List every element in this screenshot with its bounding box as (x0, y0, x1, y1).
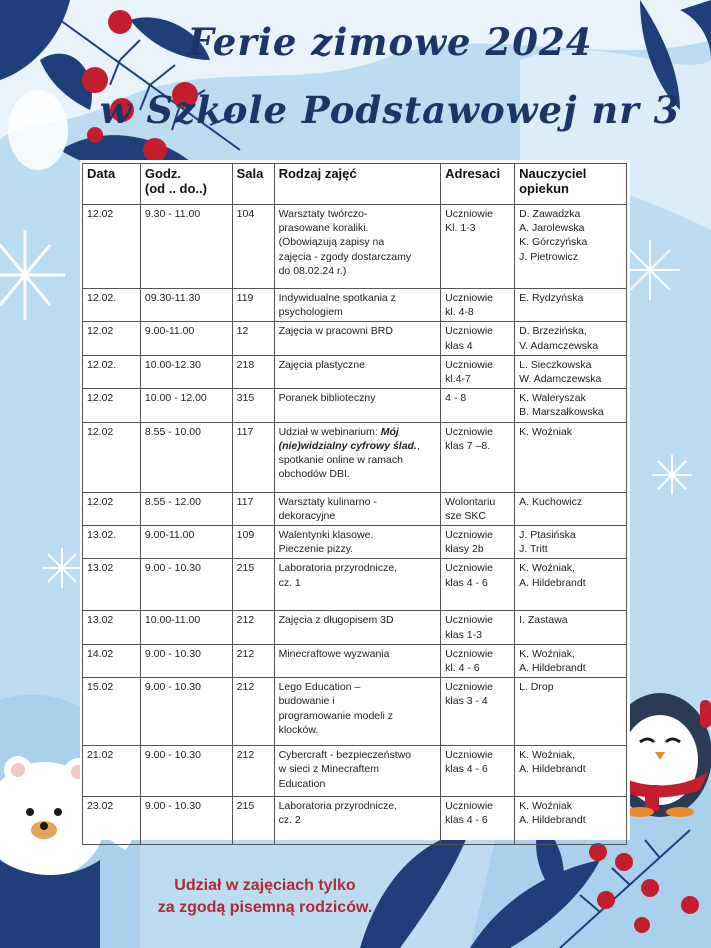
audience-cell (441, 492, 515, 525)
activity-cell-line: (Obowiązują zapisy na (278, 236, 385, 249)
room-cell: 212 (232, 678, 274, 746)
column-header (515, 164, 627, 205)
activity-cell-line: prasowane koraliki. (278, 222, 369, 235)
audience-cell-line: Uczniowie (445, 800, 494, 813)
date-cell: 23.02 (83, 797, 141, 845)
room-cell: 215 (232, 797, 274, 845)
column-header (441, 164, 515, 205)
teacher-cell-line: W. Adamczewska (519, 373, 602, 386)
teacher-cell-line: A. Hildebrandt (519, 763, 586, 776)
title-line-1: Ferie zimowe 2024 (187, 20, 593, 64)
teacher-cell-line: D. Zawadzka (519, 208, 581, 220)
activity-cell (274, 205, 441, 289)
audience-cell-line: Uczniowie (445, 292, 494, 304)
audience-cell (441, 389, 515, 422)
audience-cell (441, 422, 515, 492)
teacher-cell (515, 355, 627, 388)
date-cell: 12.02 (83, 322, 141, 355)
table-row (83, 492, 627, 525)
teacher-cell (515, 205, 627, 289)
room-cell: 104 (232, 205, 274, 289)
table-row (83, 389, 627, 422)
audience-cell-line: Uczniowie (445, 529, 494, 542)
activity-text: Udział w webinarium: (278, 425, 381, 438)
audience-cell-line: Uczniowie (445, 614, 494, 627)
teacher-cell-line: I. Zastawa (519, 614, 568, 627)
audience-cell-line: kl. 4-8 (445, 306, 474, 319)
date-cell: 12.02 (83, 422, 141, 492)
audience-cell-line: 4 - 8 (445, 392, 467, 405)
activity-cell-line: zajęcia - zgody dostarczamy (278, 250, 412, 263)
teacher-cell (515, 389, 627, 422)
time-cell: 9.00 - 10.30 (140, 746, 232, 797)
date-cell: 12.02 (83, 492, 141, 525)
activity-cell-line: dekoracyjne (278, 509, 336, 522)
activity-cell (274, 644, 441, 677)
activity-cell (274, 746, 441, 797)
column-header-text: Godz. (144, 166, 181, 181)
activity-cell-line: Zajęcia w pracowni BRD (278, 325, 393, 338)
activity-cell-line: psychologiem (278, 306, 343, 319)
activity-cell-line: Cybercraft - bezpieczeństwo (278, 749, 412, 762)
column-header (83, 164, 141, 205)
time-cell: 9.00-11.00 (140, 322, 232, 355)
table-row (83, 797, 627, 845)
audience-cell (441, 205, 515, 289)
column-header-text: Data (87, 166, 116, 181)
time-cell: 10.00-12.30 (140, 355, 232, 388)
teacher-cell (515, 289, 627, 322)
time-cell: 9.00 - 10.30 (140, 678, 232, 746)
note-line-2: za zgodą pisemną rodziców. (157, 899, 373, 916)
activity-cell-line: klocków. (278, 723, 319, 736)
teacher-cell-line: E. Rydzyńska (519, 292, 584, 304)
table-row (83, 322, 627, 355)
activity-cell-line: Warsztaty twórczo- (278, 208, 368, 220)
audience-cell (441, 678, 515, 746)
activity-cell (274, 678, 441, 746)
table-body (83, 205, 627, 845)
activity-cell (274, 389, 441, 422)
audience-cell (441, 289, 515, 322)
teacher-cell-line: J. Pietrowicz (519, 250, 579, 263)
activity-cell-line: Indywidualne spotkania z (278, 292, 396, 304)
activity-cell (274, 289, 441, 322)
table-row (83, 678, 627, 746)
audience-cell-line: Uczniowie (445, 358, 494, 371)
teacher-cell (515, 644, 627, 677)
webinar-title: Mój (nie)widzialny cyfrowy ślad. (278, 425, 417, 452)
audience-cell (441, 322, 515, 355)
teacher-cell-line: J. Tritt (519, 543, 548, 556)
table-header-row (83, 164, 627, 205)
activity-cell-line: Laboratoria przyrodnicze, (278, 800, 398, 813)
date-cell: 12.02. (83, 289, 141, 322)
column-header-text: Rodzaj zajęć (278, 166, 357, 181)
audience-cell-line: klas 7 –8. (445, 439, 491, 452)
teacher-cell (515, 678, 627, 746)
audience-cell (441, 797, 515, 845)
time-cell: 8.55 - 10.00 (140, 422, 232, 492)
activity-cell (274, 797, 441, 845)
time-cell: 9.00 - 10.30 (140, 559, 232, 611)
note-line-1: Udział w zajęciach tylko (174, 877, 356, 894)
teacher-cell (515, 526, 627, 559)
teacher-cell (515, 611, 627, 644)
audience-cell-line: kl. 4 - 6 (445, 662, 480, 675)
table-row (83, 526, 627, 559)
activity-cell-line: Poranek biblioteczny (278, 392, 376, 405)
column-header-text: Nauczyciel (519, 166, 587, 181)
room-cell: 119 (232, 289, 274, 322)
teacher-cell-line: K. Górczyńska (519, 236, 588, 249)
activity-cell-line: Education (278, 777, 326, 790)
date-cell: 12.02 (83, 389, 141, 422)
teacher-cell-line: D. Brzezińska, (519, 325, 587, 338)
column-header (274, 164, 441, 205)
audience-cell-line: klas 4 - 6 (445, 576, 488, 589)
teacher-cell-line: K. Woźniak (519, 800, 573, 813)
column-header (232, 164, 274, 205)
teacher-cell-line: A. Hildebrandt (519, 814, 586, 827)
audience-cell-line: klas 4 (445, 339, 473, 352)
title-line-2: w Szkole Podstawowej nr 3 (99, 88, 681, 132)
audience-cell-line: Kl. 1-3 (445, 222, 476, 235)
time-cell: 10.00 - 12.00 (140, 389, 232, 422)
activity-cell-line: w sieci z Minecraftem (278, 763, 379, 776)
activity-text: , spotkanie online w ramach obchodów DBI. (278, 439, 420, 481)
teacher-cell-line: K. Woźniak (519, 425, 573, 438)
activity-cell-line: Walentynki klasowe. (278, 529, 374, 542)
teacher-cell-line: K. Woźniak, (519, 647, 575, 660)
activity-cell-line: cz. 1 (278, 576, 301, 589)
date-cell: 12.02 (83, 205, 141, 289)
audience-cell-line: Uczniowie (445, 749, 494, 762)
audience-cell-line: klas 3 - 4 (445, 695, 488, 708)
audience-cell-line: Uczniowie (445, 647, 494, 660)
table-row (83, 422, 627, 492)
audience-cell-line: Uczniowie (445, 325, 494, 338)
teacher-cell (515, 559, 627, 611)
activity-cell (274, 559, 441, 611)
activity-cell (274, 526, 441, 559)
teacher-cell-line: A. Kuchowicz (519, 495, 583, 508)
activity-cell-line: cz. 2 (278, 814, 301, 827)
room-cell: 215 (232, 559, 274, 611)
activity-cell-line: programowanie modeli z (278, 709, 393, 722)
table-row (83, 644, 627, 677)
column-header-text: opiekun (519, 181, 569, 196)
room-cell: 212 (232, 644, 274, 677)
date-cell: 13.02 (83, 611, 141, 644)
room-cell: 315 (232, 389, 274, 422)
teacher-cell-line: L. Sieczkowska (519, 358, 592, 371)
activity-cell (274, 355, 441, 388)
audience-cell (441, 644, 515, 677)
teacher-cell-line: L. Drop (519, 681, 554, 694)
teacher-cell (515, 492, 627, 525)
audience-cell-line: Uczniowie (445, 681, 494, 694)
table-row (83, 205, 627, 289)
audience-cell-line: klasy 2b (445, 543, 484, 556)
teacher-cell (515, 746, 627, 797)
column-header (140, 164, 232, 205)
teacher-cell (515, 322, 627, 355)
time-cell: 10.00-11.00 (140, 611, 232, 644)
room-cell: 117 (232, 492, 274, 525)
teacher-cell-line: A. Hildebrandt (519, 662, 586, 675)
audience-cell (441, 559, 515, 611)
teacher-cell-line: V. Adamczewska (519, 339, 599, 352)
audience-cell-line: Uczniowie (445, 425, 494, 438)
audience-cell-line: klas 4 - 6 (445, 814, 488, 827)
activity-cell (274, 322, 441, 355)
teacher-cell (515, 797, 627, 845)
activity-cell (274, 611, 441, 644)
activity-cell-line: Laboratoria przyrodnicze, (278, 562, 398, 575)
activity-cell-line: Zajęcia plastyczne (278, 358, 365, 371)
activity-cell (274, 422, 441, 492)
time-cell: 9.30 - 11.00 (140, 205, 232, 289)
activity-cell-line: Zajęcia z długopisem 3D (278, 614, 394, 627)
activity-cell-line: Pieczenie pizzy. (278, 543, 354, 556)
activity-cell-line: Lego Education – (278, 681, 361, 694)
date-cell: 14.02 (83, 644, 141, 677)
activity-cell (274, 492, 441, 525)
column-header-text: Sala (236, 166, 264, 181)
activity-cell-line: budowanie i (278, 695, 335, 708)
audience-cell (441, 611, 515, 644)
teacher-cell-line: K. Woźniak, (519, 749, 575, 762)
table-row (83, 611, 627, 644)
pinecone-icon (8, 90, 68, 170)
date-cell: 12.02. (83, 355, 141, 388)
teacher-cell-line: B. Marszałkowska (519, 406, 604, 419)
teacher-cell-line: A. Hildebrandt (519, 576, 586, 589)
audience-cell (441, 746, 515, 797)
column-header-text: (od .. do..) (144, 181, 207, 196)
column-header-text: Adresaci (445, 166, 501, 181)
audience-cell-line: klas 1-3 (445, 628, 482, 641)
activity-cell-line: Warsztaty kulinarno - (278, 495, 377, 508)
table-row (83, 289, 627, 322)
audience-cell-line: kl.4-7 (445, 373, 471, 386)
parental-consent-note (0, 875, 530, 919)
time-cell: 9.00 - 10.30 (140, 797, 232, 845)
teacher-cell-line: A. Jarolewska (519, 222, 585, 235)
date-cell: 15.02 (83, 678, 141, 746)
audience-cell-line: klas 4 - 6 (445, 763, 488, 776)
teacher-cell-line: J. Ptasińska (519, 529, 576, 542)
audience-cell-line: Uczniowie (445, 208, 494, 220)
activity-cell-line: do 08.02.24 r.) (278, 264, 347, 277)
snowflake-icon (652, 455, 692, 495)
date-cell: 13.02. (83, 526, 141, 559)
time-cell: 8.55 - 12.00 (140, 492, 232, 525)
teacher-cell-line: K. Waleryszak (519, 392, 586, 405)
date-cell: 13.02 (83, 559, 141, 611)
room-cell: 212 (232, 611, 274, 644)
table-row (83, 746, 627, 797)
room-cell: 12 (232, 322, 274, 355)
snowflake-icon (42, 548, 82, 588)
time-cell: 09.30-11.30 (140, 289, 232, 322)
date-cell: 21.02 (83, 746, 141, 797)
teacher-cell (515, 422, 627, 492)
table-row (83, 355, 627, 388)
schedule-table (82, 163, 627, 845)
teacher-cell-line: K. Woźniak, (519, 562, 575, 575)
time-cell: 9.00-11.00 (140, 526, 232, 559)
activity-cell-line: Minecraftowe wyzwania (278, 647, 390, 660)
room-cell: 109 (232, 526, 274, 559)
audience-cell-line: Uczniowie (445, 562, 494, 575)
audience-cell (441, 526, 515, 559)
room-cell: 218 (232, 355, 274, 388)
audience-cell (441, 355, 515, 388)
time-cell: 9.00 - 10.30 (140, 644, 232, 677)
audience-cell-line: sze SKC (445, 509, 487, 522)
room-cell: 117 (232, 422, 274, 492)
table-row (83, 559, 627, 611)
room-cell: 212 (232, 746, 274, 797)
audience-cell-line: Wolontariu (445, 495, 496, 508)
